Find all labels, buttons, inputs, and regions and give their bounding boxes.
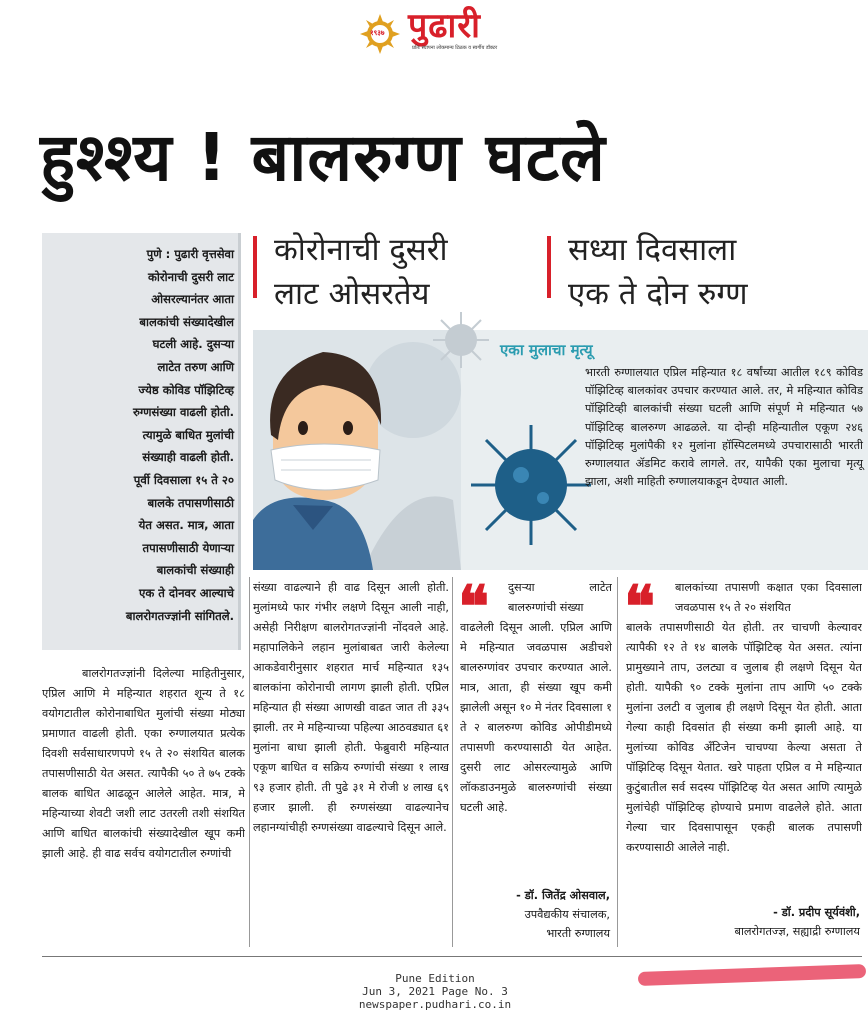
quote-1-role: उपवैद्यकीय संचालक, [524, 908, 610, 921]
quote-2-lead: बालकांच्या तपासणी कक्षात एका दिवसाला जवळपास १५ ते २० संशयित [675, 581, 862, 614]
seal-text: १९३७ [370, 29, 385, 37]
masthead-seal-icon [360, 14, 400, 54]
child-mask-illustration [253, 330, 461, 570]
subhead-1-line2: लाट ओसरतेय [274, 276, 430, 312]
death-box-text: भारती रुग्णालयात एप्रिल महिन्यात १८ वर्षांच्या आतील १८९ कोविड पॉझिटिव्ह बालकांवर उपचार करण्यात आले. तर, मे महिन्यात कोविड पॉझिटिव्ही बालकांची संख्या घटली आणि संपूर्ण मे महिन्यात ५७ पॉझिटिव्ह बालरुग्ण आढळले. या दोन्ही महिन्यातील एकूण २४६ पॉझिटिव्ह मुलांपैकी १२ मुलांना हॉस्पिटलमध्ये उपचारासाठी भारती रुग्णालयात ॲडमिट करावे लागले. तर, यापैकी एका मुलाचा मृत्यू झाला, अशी माहिती रुग्णालयाकडून देण्यात आली. [585, 366, 863, 489]
intro-box [42, 233, 240, 650]
highlight-smudge [638, 964, 866, 986]
intro-line: एक ते दोनवर आल्याचे [138, 585, 234, 600]
intro-line: ओसरल्यानंतर आता [151, 292, 234, 307]
subhead-2 [568, 228, 748, 316]
intro-line: बालकांची संख्यादेखील [139, 314, 234, 329]
intro-line: रुग्णसंख्या वाढली होती. [132, 405, 234, 420]
subhead-1-line1: कोरोनाची दुसरी [274, 232, 448, 268]
quote-2-author: - डॉ. प्रदीप सूर्यवंशी, [773, 906, 860, 919]
intro-line: येत असत. मात्र, आता [138, 518, 234, 533]
quote-2-text: बालके तपासणीसाठी येत होती. तर चाचणी केल्यावर त्यापैकी १२ ते १४ बालके पॉझिटिव्ह येत असत. त्यांना प्रामुख्याने ताप, उलट्या व जुलाब ही लक्षणे दिसून येत होती. यापैकी ९० टक्के मुलांना ताप आणि ५० टक्के मुलांना उलटी व जुलाब ही लक्षणे दिसून येत होती. आता गेल्या काही दिवसांत ही संख्या कमी झाली आहे. या मुलांच्या कोविड अँटिजेन चाचण्या केल्या असता ते पॉझिटिव्ह दिसून येतात. खरे पाहता एप्रिल व मे महिन्यात कुटुंबातील सर्व सदस्य पॉझिटिव्ह येत असत आणि त्यामुळे मुलांचेही पॉझिटिव्ह होण्याचे प्रमाण वाढलेले होते. आता गेल्या चार दिवसापासून एकही बालक तपासणी करण्यासाठी आलेले नाही. [626, 621, 862, 854]
headline: हुश्श्य ! बालरुग्ण घटले [40, 119, 606, 196]
subhead-2-line1: सध्या दिवसाला [568, 232, 737, 268]
intro-line: लाटेत तरुण आणि [157, 359, 234, 374]
quote-1-author: - डॉ. जितेंद्र ओसवाल, [516, 889, 610, 902]
article-column-2: संख्या वाढल्याने ही वाढ दिसून आली होती. मुलांमध्ये फार गंभीर लक्षणे दिसून आली नाही, असेही निरीक्षण बालरोगतज्ज्ञांनी नोंदवले आहे. महापालिकेने लहान मुलांबाबत जारी केलेल्या आकडेवारीनुसार शहरात मार्च महिन्यात १३५ बालकांना कोरोनाची लागण झाली होती. एप्रिल महिन्यात ही संख्या आणखी वाढत जात ती ३३५ झाली. तर मे महिन्याच्या पहिल्या आठवड्यात ६१ मुलांना बाधा झाली होती. फेब्रुवारी महिन्यात एकूण बाधित व सक्रिय रुग्णांची संख्या १ लाख ९३ हजार होती. ती पुढे ३१ मे रोजी ४ लाख ६९ हजार झाली. ही रुग्णसंख्या वाढल्यानेच लहानग्यांचीही रुग्णसंख्या वाढल्याचे दिसून आले. [253, 581, 449, 834]
intro-line: कोरोनाची दुसरी लाट [148, 269, 234, 284]
quote-1-hospital: भारती रुग्णालय [546, 927, 610, 940]
intro-line: बालकांची संख्याही [156, 563, 234, 578]
footer-edition: Pune Edition [395, 972, 475, 985]
intro-line: संख्याही वाढली होती. [142, 450, 234, 465]
intro-line: बालके तपासणीसाठी [147, 495, 234, 510]
footer-date-page: Jun 3, 2021 Page No. 3 [362, 985, 508, 998]
intro-line: तपासणीसाठी येणाऱ्या [142, 540, 234, 555]
masthead-tagline: प्रतिः स्थापना लोकमान्य टिळक व स्वर्गीय डॉक्टर [412, 45, 498, 51]
quote-1-text: वाढलेली दिसून आली. एप्रिल आणि मे महिन्यात जवळपास अडीचशे बालरुग्णांवर उपचार करण्यात आले. मात्र, आता, ही संख्या खूप कमी झालेली असून १० मे नंतर दिवसाला १ ते २ बालरुग्ण कोविड ओपीडीमध्ये तपासणी करण्यासाठी येत आहेत. दुसरी लाट ओसरल्यामुळे आणि लॉकडाउनमुळे बालरुग्णांची संख्या घटली आहे. [460, 621, 612, 814]
masthead-brand: पुढारी [408, 6, 481, 46]
footer-site[interactable]: newspaper.pudhari.co.in [358, 998, 512, 1011]
intro-side-bar [238, 233, 241, 650]
subhead-1 [274, 228, 447, 316]
subhead-2-line2: एक ते दोन रुग्ण [568, 276, 748, 312]
intro-line: त्यामुळे बाधित मुलांची [142, 427, 234, 442]
quote-mark-1: ❝ [458, 573, 490, 641]
subhead-bar-2 [547, 236, 551, 298]
quote-1-lead: दुसऱ्या लाटेत बालरुग्णांची संख्या [508, 581, 612, 614]
column-divider-2 [452, 577, 453, 947]
virus-small-icon [431, 310, 491, 370]
intro-line: घटली आहे. दुसऱ्या [152, 337, 234, 352]
intro-lines [42, 243, 234, 627]
intro-line: बालरोगतज्ज्ञांनी सांगितले. [125, 608, 234, 623]
footer [330, 972, 540, 1011]
article-column-1: बालरोगतज्ज्ञांनी दिलेल्या माहितीनुसार, एप्रिल आणि मे महिन्यात शहरात शून्य ते १८ वयोगटातील कोरोनाबाधित मुलांची संख्या मोठ्या प्रमाणात वाढली होती. एका रुग्णालयात प्रत्येक दिवशी सर्वसाधारणपणे १५ ते २० संशयित बालक तपासणीसाठी येत असत. त्यापैकी ५० ते ७५ टक्के बालक बाधित आढळून आलेले आहेत. मात्र, मे महिन्याच्या शेवटी जशी लाट उतरली तशी संशयित आणि बाधित बालकांची संख्यादेखील खूप कमी झाली आहे. ही वाढ सर्वच वयोगटातील रुग्णांची [42, 667, 245, 860]
subhead-bar-1 [253, 236, 257, 298]
quote-2-role: बालरोगतज्ज्ञ, सह्याद्री रुग्णालय [734, 925, 860, 938]
quote-mark-2: ❝ [624, 573, 656, 641]
intro-line: ज्येष्ठ कोविड पॉझिटिव्ह [138, 382, 234, 397]
bottom-rule [42, 956, 862, 957]
virus-icon [471, 420, 591, 550]
intro-line: पूर्वी दिवसाला १५ ते २० [133, 472, 234, 487]
column-divider-3 [617, 577, 618, 947]
intro-line: पुणे : पुढारी वृत्तसेवा [146, 247, 234, 261]
column-divider-1 [249, 577, 250, 947]
death-box-title: एका मुलाचा मृत्यू [500, 341, 593, 359]
